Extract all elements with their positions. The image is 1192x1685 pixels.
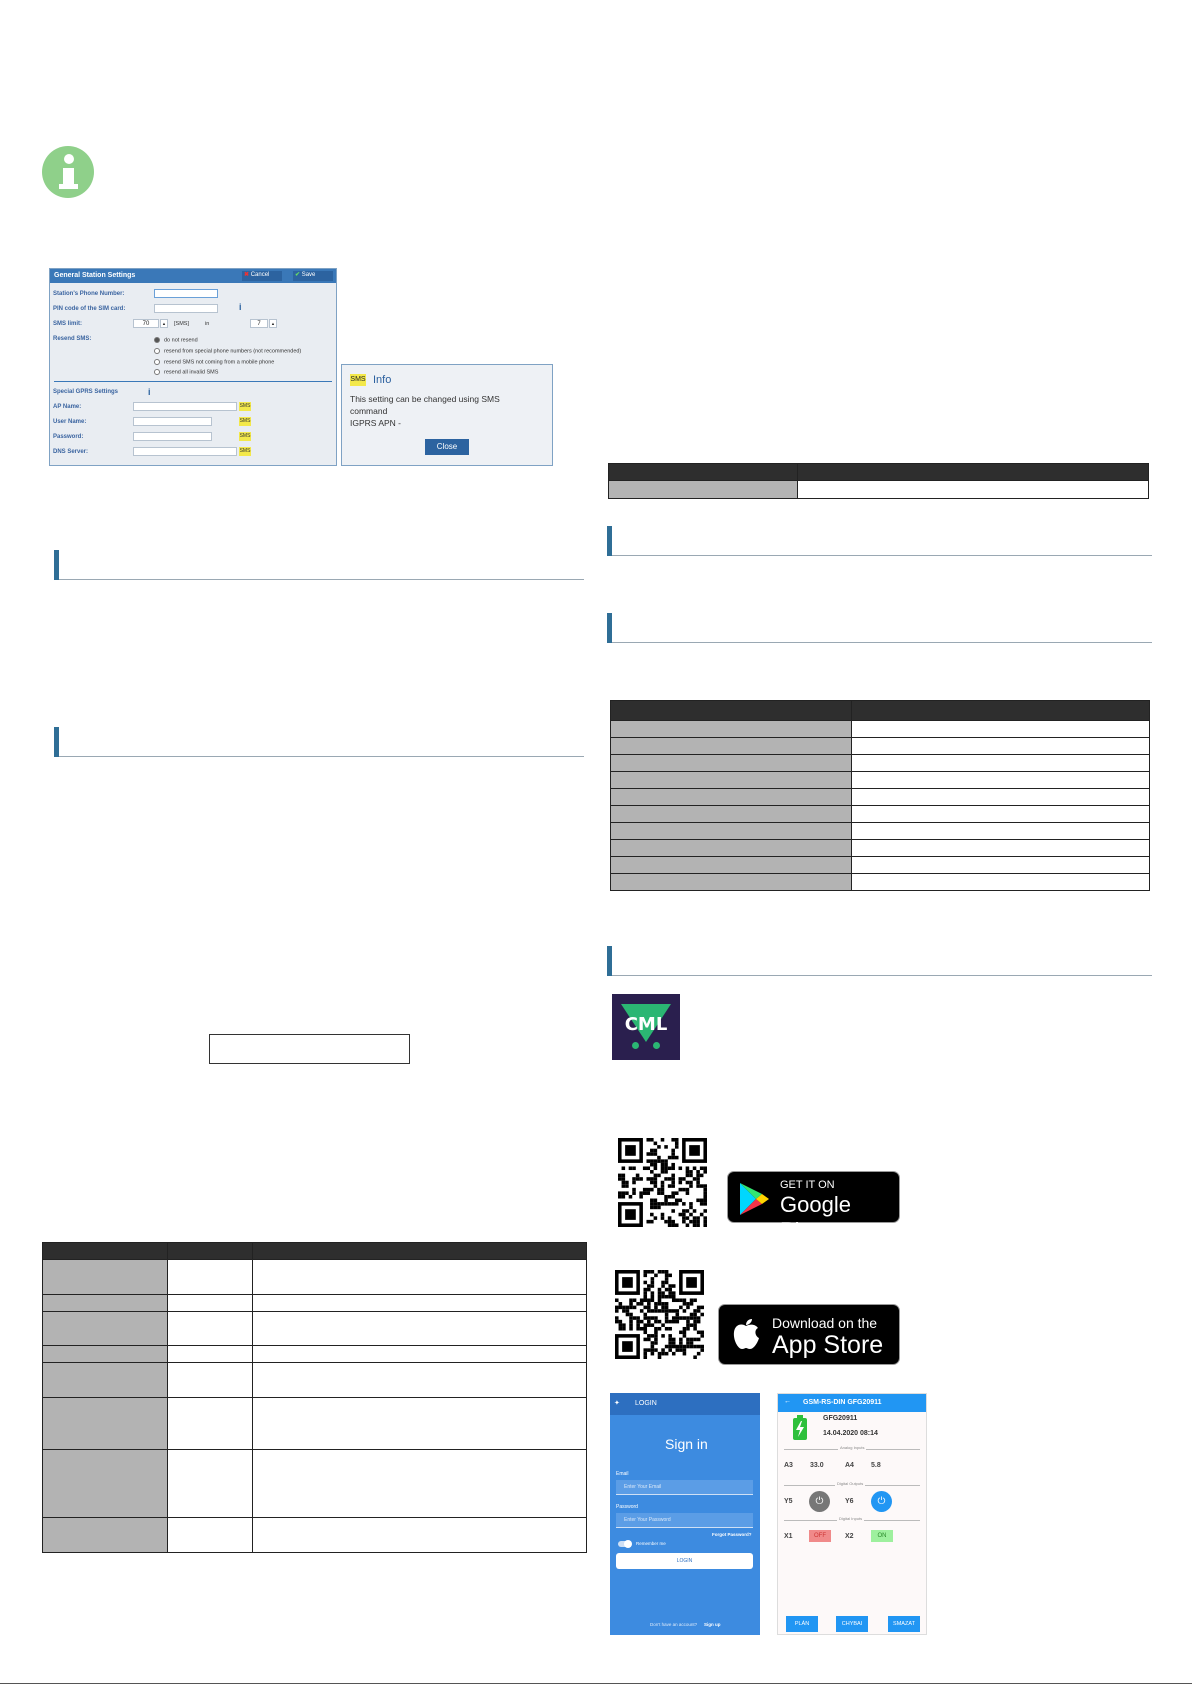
password-label: Password: (53, 434, 84, 440)
sms-limit-input[interactable]: 70 (133, 319, 159, 328)
signup-prompt: Don't have an account? (650, 1622, 698, 1627)
phone-label: Station's Phone Number: (53, 291, 125, 297)
x2-label: X2 (845, 1533, 854, 1540)
table-row (611, 738, 1150, 755)
pin-label: PIN code of the SIM card: (53, 306, 126, 312)
login-screen (610, 1393, 760, 1635)
google-play-badge[interactable] (727, 1171, 900, 1243)
page-bottom-rule (0, 1683, 1192, 1684)
check-icon: ✔ (295, 272, 301, 278)
dialog-header (50, 269, 336, 283)
user-label: User Name: (53, 419, 87, 425)
password-input[interactable] (133, 432, 212, 441)
y6-power-icon[interactable]: ⏻ (871, 1491, 892, 1512)
email-field[interactable]: Enter Your Email (616, 1480, 753, 1495)
table-row (611, 857, 1150, 874)
x2-state-badge: ON (871, 1530, 893, 1542)
divider (54, 381, 332, 382)
table-row (611, 840, 1150, 857)
apple-icon (732, 1318, 760, 1351)
sms-limit-label: SMS limit: (53, 321, 83, 327)
table-row (611, 874, 1150, 891)
section-heading (54, 727, 584, 757)
a3-label: A3 (784, 1462, 793, 1469)
phone-input[interactable] (154, 289, 218, 298)
table-row (611, 721, 1150, 738)
resend-option[interactable]: resend from special phone numbers (not recommended) (154, 348, 301, 354)
save-label: Save (301, 272, 316, 278)
app-store-badge[interactable] (718, 1304, 900, 1365)
back-arrow-icon[interactable]: ← (784, 1398, 791, 1405)
section-heading (607, 526, 1152, 556)
qr-code-android (618, 1138, 707, 1227)
device-top-title: GSM-RS-DIN GFG20911 (803, 1399, 882, 1406)
resend-option[interactable]: resend SMS not coming from a mobile phone (154, 359, 274, 365)
user-sms-tag: SMS (239, 418, 251, 424)
password-label: Password (616, 1504, 638, 1510)
table-header-row (611, 701, 1150, 721)
dns-input[interactable] (133, 447, 237, 456)
a4-label: A4 (845, 1462, 854, 1469)
email-label: Email (616, 1471, 629, 1477)
table-row (43, 1398, 587, 1450)
app-logo-text: CML (624, 1014, 668, 1035)
table-row (611, 806, 1150, 823)
password-field[interactable]: Enter Your Password (616, 1513, 753, 1528)
dialog-title: General Station Settings (54, 272, 136, 279)
y5-power-icon[interactable]: ⏻ (809, 1491, 830, 1512)
signup-link[interactable]: Sign up (704, 1622, 721, 1627)
errors-button[interactable]: CHYBAI (836, 1616, 868, 1632)
close-button[interactable]: Close (425, 439, 469, 455)
table-row (611, 789, 1150, 806)
section-heading (607, 946, 1152, 976)
qr-code-ios (615, 1270, 704, 1359)
google-play-small-text: GET IT ON (780, 1179, 835, 1191)
app-logo (612, 994, 680, 1060)
ap-input[interactable] (133, 402, 237, 411)
login-button[interactable]: LOGIN (616, 1553, 753, 1569)
dns-sms-tag: SMS (239, 448, 251, 454)
table-row (43, 1518, 587, 1553)
close-icon: ✖ (244, 272, 250, 278)
login-top-bar (610, 1393, 760, 1415)
gprs-heading: Special GPRS Settings (53, 389, 119, 395)
popup-title: Info (373, 374, 392, 386)
table-row (43, 1450, 587, 1518)
device-screen (777, 1393, 927, 1635)
app-icon: ✦ (614, 1400, 620, 1407)
digital-in-heading: Digital Inputs (839, 1516, 863, 1521)
table-row (43, 1312, 587, 1346)
text-box (209, 1034, 410, 1064)
ap-label: AP Name: (53, 404, 82, 410)
y6-label: Y6 (845, 1498, 854, 1505)
cancel-label: Cancel (250, 272, 270, 278)
section-heading (54, 550, 584, 580)
x1-label: X1 (784, 1533, 793, 1540)
device-timestamp: 14.04.2020 08:14 (823, 1430, 878, 1437)
table-row (43, 1346, 587, 1363)
a3-value: 33.0 (810, 1462, 824, 1469)
x1-state-badge: OFF (809, 1530, 831, 1542)
sms-period-input[interactable]: 7 (250, 319, 268, 328)
y5-label: Y5 (784, 1498, 793, 1505)
sms-period-stepper[interactable]: ▲ (269, 319, 277, 328)
a4-value: 5.8 (871, 1462, 881, 1469)
forgot-password-link[interactable]: Forgot Password? (712, 1532, 752, 1537)
app-store-small-text: Download on the (772, 1315, 878, 1331)
save-button[interactable] (293, 271, 333, 281)
table-row (43, 1295, 587, 1312)
table-row (43, 1363, 587, 1398)
sms-limit-stepper[interactable]: ▲ (160, 319, 168, 328)
user-input[interactable] (133, 417, 212, 426)
popup-text: This setting can be changed using SMS command IGPRS APN - (350, 394, 500, 428)
table-row (611, 755, 1150, 772)
device-id: GFG20911 (823, 1415, 858, 1422)
pin-info-icon[interactable]: i (239, 302, 242, 312)
remember-label: Remember me (636, 1541, 666, 1546)
resend-label: Resend SMS: (53, 336, 92, 342)
remember-toggle[interactable] (618, 1541, 630, 1547)
resend-option[interactable]: resend all invalid SMS (154, 369, 218, 375)
password-sms-tag: SMS (239, 433, 251, 439)
station-settings-dialog (49, 268, 337, 466)
google-play-icon (738, 1182, 770, 1216)
section-heading (607, 613, 1152, 643)
sign-in-heading: Sign in (665, 1436, 708, 1452)
table-header-row (43, 1243, 587, 1260)
device-top-bar (778, 1394, 926, 1412)
plan-button[interactable]: PLÁN (786, 1616, 818, 1632)
popup-sms-tag: SMS (350, 374, 366, 386)
delete-button[interactable]: SMAZAT (888, 1616, 920, 1632)
gprs-info-icon[interactable]: i (148, 387, 151, 397)
digital-out-heading: Digital Outputs (837, 1481, 864, 1486)
cancel-button[interactable] (242, 271, 282, 281)
google-play-big-text: Google Play (780, 1192, 851, 1243)
dns-label: DNS Server: (53, 449, 89, 455)
analog-heading: Analog Inputs (840, 1445, 865, 1450)
left-table (42, 1242, 587, 1553)
resend-option[interactable]: do not resend (154, 337, 198, 343)
in-label: in (205, 321, 210, 327)
sms-unit: [SMS] (174, 321, 189, 327)
table-row (43, 1260, 587, 1295)
table-row (609, 481, 1149, 499)
app-store-big-text: App Store (772, 1331, 884, 1359)
info-icon (42, 146, 94, 198)
ap-sms-tag: SMS (239, 403, 251, 409)
battery-icon (792, 1415, 808, 1441)
table-header-row (609, 464, 1149, 481)
login-top-title: LOGIN (635, 1400, 657, 1407)
right-middle-table (610, 700, 1150, 891)
info-popup (341, 364, 553, 466)
table-row (611, 823, 1150, 840)
right-top-table (608, 463, 1149, 499)
pin-input[interactable] (154, 304, 218, 313)
table-row (611, 772, 1150, 789)
